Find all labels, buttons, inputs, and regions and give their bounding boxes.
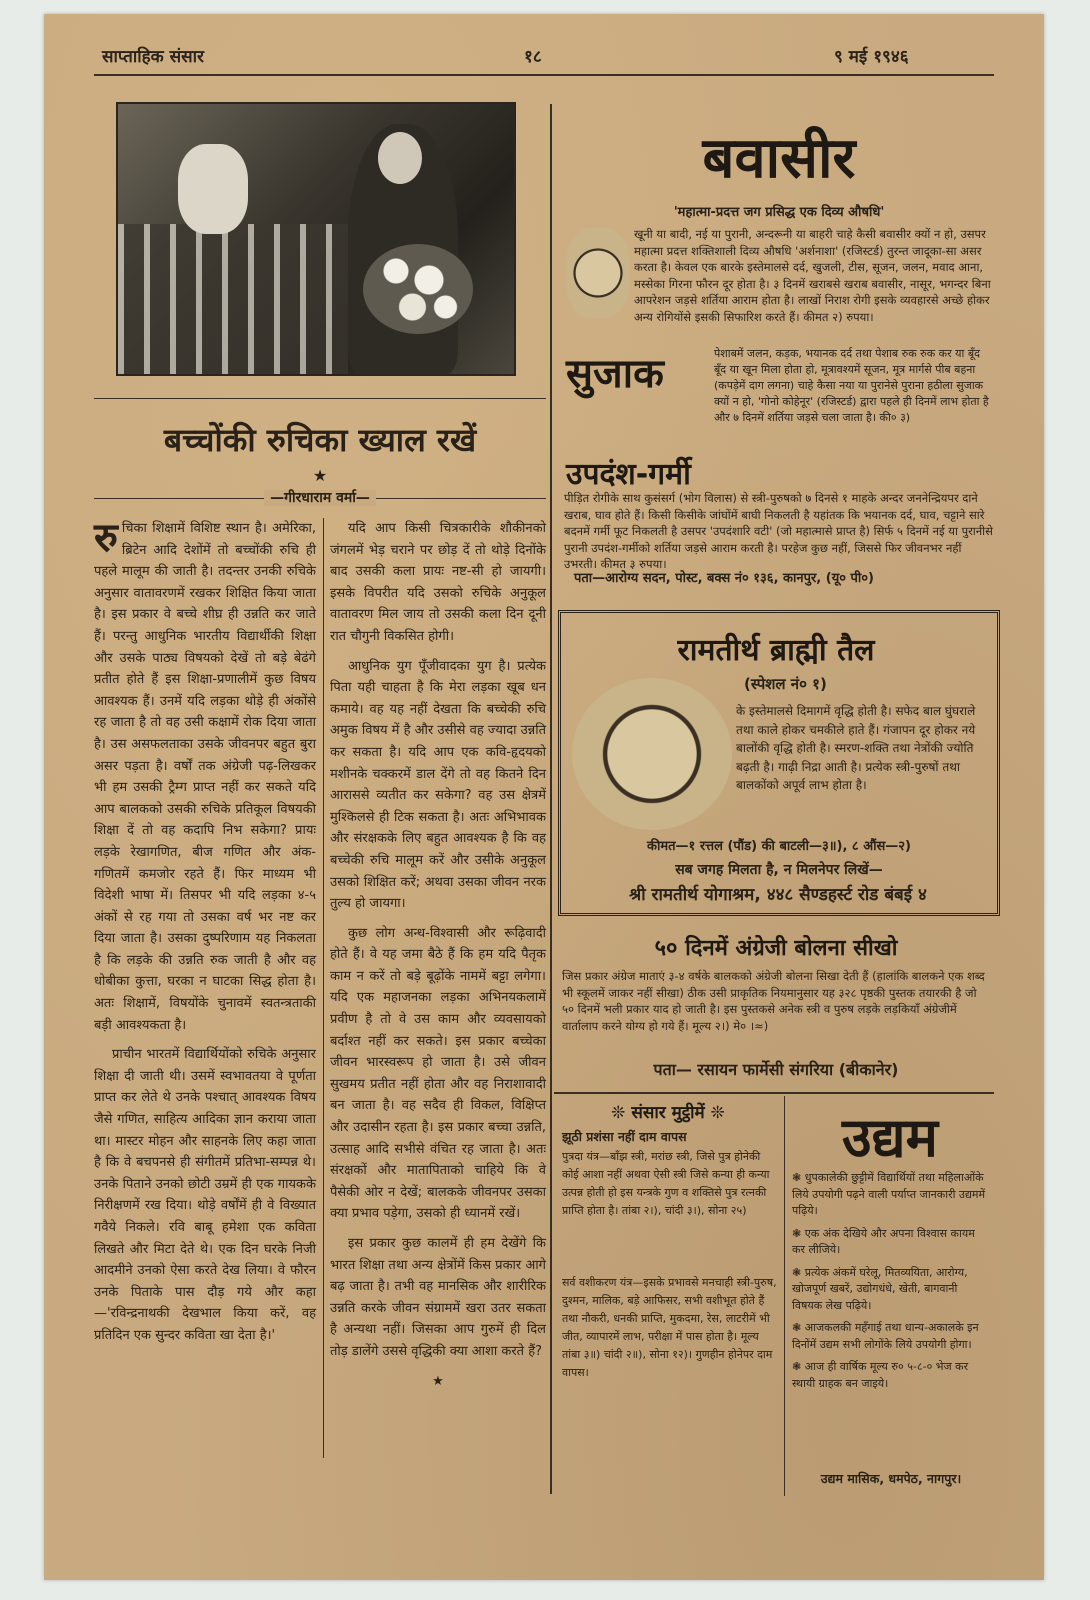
face-shape (378, 132, 422, 184)
ad-sujak-title: सुजाक (566, 351, 664, 397)
article-column-2 (330, 518, 546, 1392)
ad-sansar-divider (784, 1096, 785, 1496)
bullet-icon: ❃ (792, 1171, 805, 1184)
ad-english-address: पता— रसायन फार्मेसी संगरिया (बीकानेर) (653, 1060, 899, 1079)
saraswati-icon (572, 678, 732, 830)
photo-rule (94, 398, 546, 399)
ad-upadansh-body: पीड़ित रोगीके साथ कुसंसर्ग (भोग विलास) से स्त्री-पुरुषको ७ दिनसे १ माहके अन्दर जननेन्द्रियपर दाने खराब, घाव होते हैं। किसी किसीके जांघोंमें बाघी निकलती है यहांतक कि भयानक दर्द, घाव, चट्टाने सारे बदनमें गर्मी फूट निकलती है उसपर 'उपदंशारि वटी' (जो महात्मासे प्राप्त है) सिर्फ ५ दिनमें नई या पुरानीसे पुरानी उपदंश-गर्मीको शर्तिया जड़से आराम करती है। परहेज कुछ नहीं, जिससे फिर जीवनभर नहीं उभरती। कीमत ३ रुपया। (564, 491, 993, 571)
bullet-icon: ❃ (792, 1265, 805, 1279)
ad-udyam-title: उद्यम (842, 1106, 938, 1169)
article-column-divider (323, 518, 324, 1458)
col1-para-2: प्राचीन भारतमें विद्यार्थियोंको रुचिके अनुसार शिक्षा दी जाती थी। उसमें स्वभावतया वे पूर्णता प्राप्त कर लेते थे उनके पश्चात् आवश्यक विषय जैसे गणित, साहित्य आदिका ज्ञान कराया जाता था। मास्टर मोहन और साहनके लिए कहा जाता है कि वे बचपनसे ही संगीतमें प्रतिभा-सम्पन्न थे। उनके पिताने उनको छोटी उम्रमें ही एक गायकके निरीक्षणमें रख दिया। थोड़े वर्षोंमें ही वे विख्यात गवैये निकले। रवि बाबू हमेशा एक कविता लिखते और मिटा देते थे। एक दिन घरके निजी आदमीने उनको ऐसा करते देख लिया। वे फौरन उनके पिताके पास दौड़ गये और कहा—'रविन्द्रनाथकी देखभाल किया करें, वह प्रतिदिन एक सुन्दर कविता खा देता है।' (94, 1047, 316, 1343)
ad-bawasir-title: बवासीर (702, 126, 856, 191)
ad-sansar-title: ❊ संसार मुट्ठीमें ❊ (611, 1103, 725, 1123)
ad-ramtirth-address: श्री रामतीर्थ योगाश्रम, ४४८ सैण्डहर्स्ट रोड बंबई ४ (629, 885, 927, 905)
bullet-icon: ❃ (792, 1226, 805, 1240)
ad-udyam-item: आज ही वार्षिक मूल्य रु० ५-८-० भेज कर स्थायी ग्राहक बन जाइये। (792, 1360, 969, 1390)
crib-shape (118, 224, 348, 374)
baby-shape (178, 144, 248, 234)
column-divider (550, 104, 552, 1494)
ad-english-title: ५० दिनमें अंग्रेजी बोलना सीखो (654, 936, 898, 961)
ad-ramtirth-special: (स्पेशल नं० १) (744, 675, 827, 693)
article-title: बच्चोंकी रुचिका ख्याल रखें (163, 421, 477, 459)
header-rule (94, 74, 994, 76)
ad-udyam-item: धुपकालेकी छुट्टीमें विद्यार्थियों तथा महिलाओंके लिये उपयोगी पढ़ने वाली पर्याप्त जानकारी उद्यममें पढ़िये। (792, 1171, 986, 1217)
ad-sujak-body: पेशाबमें जलन, कड़क, भयानक दर्द तथा पेशाब रुक रुक कर या बूँद बूँद या खून मिला होता हो, मूत्रावश्यमें सूजन, मूत्र मार्गसे पीब बहना (कपड़ेमें दाग लगना) चाहे कैसा नया या पुरानेसे पुराना हठीला सुजाक क्यों न हो, 'गोनो कोहेनूर' (रजिस्टर्ड) द्वारा पहले ही दिनमें लाभ होता है और ७ दिनमें शर्तिया जड़से चला जाता है। की० ३) (714, 347, 989, 424)
page-number: १८ (524, 47, 542, 67)
col2-para-3: कुछ लोग अन्ध-विश्वासी और रूढ़िवादी होते हैं। वे यह जमा बैठे हैं कि हम यदि पैतृक काम न करें तो बड़े बूढ़ोंके नाममें बट्टा लगेगा। यदि एक महाजनका लड़का अभिनयकलामें प्रवीण है तो वे उस काम और व्यवसायको बर्दाश्त नहीं कर सकते। इस प्रकार बच्चेका जीवन भारस्वरूप हो जाता है। उसे जीवन सुखमय प्रतीत नहीं होता और वह निराशावादी बन जाता है। वह सदैव ही विकल, विक्षिप्त और उदासीन रहता है। इस प्रकार बच्चा उन्नति, उत्साह आदि सभीसे वंचित रह जाता है। अतः संरक्षकों और मातापिताको चाहिये कि वे पैसेकी ओर न देखें; बालकके जीवनपर उसका क्या प्रभाव पड़ेगा, उसको ही ध्यानमें रखें। (330, 925, 546, 1222)
bouquet-shape (363, 244, 473, 334)
ad-ramtirth-title: रामतीर्थ ब्राह्मी तैल (677, 633, 875, 668)
dropcap-letter: रु (94, 515, 118, 561)
ad-bawasir-body: खूनी या बादी, नई या पुरानी, अन्दरूनी या बाहरी चाहे कैसी बवासीर क्यों न हो, उसपर महात्मा प्रदत्त शक्तिशाली दिव्य औषधि 'अर्शनाशा' (रजिस्टर्ड) तुरन्त जादूका-सा असर करता है। केवल एक बारके इस्तेमालसे दर्द, खुजली, टीस, सूजन, जलन, मवाद आना, मस्सेका गिरना फौरन दूर होता है। ३ दिनमें खराबसे खराब बवासीर, नासूर, भगन्दर बिना आपरेशन जड़से शर्तिया आराम होता है। लाखों निराश रोगी इसके व्यवहारसे अच्छे होकर अन्य रोगियोंसे इसकी सिफारिश करते हैं। कीमत २) रुपया। (634, 227, 991, 324)
ad-upadansh-address: पता—आरोग्य सदन, पोस्ट, बक्स नं० १३६, कानपुर, (यू० पी०) (574, 571, 874, 586)
col2-para-4: इस प्रकार कुछ कालमें ही हम देखेंगे कि भारत शिक्षा तथा अन्य क्षेत्रोंमें किस प्रकार आगे बढ़ जाता है। तभी वह मानसिक और शारीरिक उन्नति करके जीवन संग्राममें खरा उतर सकता है अन्यथा नहीं। जिसका आप गुरुमें ही दिल तोड़ डालेंगे उससे वृद्धिकी क्या आशा करते हैं? (330, 1236, 546, 1359)
bullet-icon: ❃ (792, 1321, 805, 1334)
ad-ramtirth-price: कीमत—१ रत्तल (पौंड) की बाटली—३॥), ८ औंस—२) (647, 839, 911, 854)
ad-udyam-item: आजकलकी महँगाई तथा धान्य-अकालके इन दिनोंमें उद्यम सभी लोगोंके लिये उपयोगी होगा। (792, 1321, 979, 1351)
sage-icon (566, 228, 630, 318)
ad-upadansh-title: उपदंश-गर्मी (566, 457, 691, 492)
bullet-icon: ❃ (792, 1360, 805, 1373)
ad-udyam-item: प्रत्येक अंकमें घरेलू, मितव्ययिता, आरोग्य, खोजपूर्ण खबरें, उद्योगधंधे, खेती, बागवानी विषयक लेख पढ़िये। (792, 1265, 968, 1312)
ad-ramtirth-availability: सब जगह मिलता है, न मिलनेपर लिखें— (675, 862, 883, 878)
ad-udyam-list (792, 1170, 990, 1398)
ad-udyam-item: एक अंक देखिये और अपना विश्वास कायम कर लीजिये। (792, 1226, 975, 1256)
ad-english-rule (554, 1092, 994, 1094)
col2-para-1: यदि आप किसी चित्रकारीके शौकीनको जंगलमें भेड़ चराने पर छोड़ दें तो थोड़े दिनोंके बाद उसकी कला प्रायः नष्ट-सी हो जायगी। इसके विपरीत यदि उसको रुचिके अनुकूल वातावरण मिल जाय तो उसकी कला दिन दूनी रात चौगुनी विकसित होगी। (330, 521, 546, 644)
ad-ramtirth-body: के इस्तेमालसे दिमागमें वृद्धि होती है। सफेद बाल घुंघराले तथा काले होकर चमकीले हाते हैं। गंजापन दूर होकर नये बालोंकी वृद्धि होती है। स्मरण-शक्ति तथा नेत्रोंकी ज्योति बढ़ती है। गाढ़ी निद्रा आती है। प्रत्येक स्त्री-पुरुषों तथा बालकोंको अपूर्व लाभ होता है। (736, 704, 976, 792)
title-star: ★ (312, 466, 328, 485)
ad-sansar-vashikaran: सर्व वशीकरण यंत्र—इसके प्रभावसे मनचाही स्त्री-पुरुष, दुश्मन, मालिक, बड़े आफिसर, सभी वशीभूत होते हैं तथा नौकरी, धनकी प्राप्ति, मुकदमा, रेस, लाटरीमें भी जीत, व्यापारमें लाभ, परीक्षा में पास होता है। मूल्य तांबा ३॥) चांदी २॥), सोना १२)। गुणहीन होनेपर दाम वापस। (562, 1276, 777, 1379)
publication-name: साप्ताहिक संसार (102, 47, 204, 67)
article-photo (116, 102, 516, 376)
ad-sansar-putrada: पुत्रदा यंत्र—बाँझ स्त्री, मरांछ स्त्री, जिसे पुत्र होनेकी कोई आशा नहीं अथवा ऐसी स्त्री जिसे कन्या ही कन्या उत्पन्न होती हो इस यन्त्रके गुण व शक्तिसे पुत्र रत्नकी प्राप्ति होता है। तांबा २।), चांदी ३।), सोना २५) (562, 1150, 770, 1217)
ad-sansar-headline: झूठी प्रशंसा नहीं दाम वापस (562, 1129, 687, 1144)
article-column-1 (94, 515, 316, 1355)
issue-date: ९ मई १९४६ (834, 47, 909, 67)
newspaper-page (44, 14, 1044, 1580)
ad-bawasir-subtitle: 'महात्मा-प्रदत्त जग प्रसिद्ध एक दिव्य औषधि' (673, 205, 885, 220)
ad-english-body: जिस प्रकार अंग्रेज माताएं ३-४ वर्षके बालकको अंग्रेजी बोलना सिखा देती हैं (हालांकि बालकने एक शब्द भी स्कूलमें जाकर नहीं सीखा) ठीक उसी प्राकृतिक नियमानुसार यह ३२८ पृष्ठकी पुस्तक तयारकी है जो ५० दिनमें भली प्रकार याद हो जाती है। इस पुस्तकसे अनेक स्त्री व पुरुष लड़के लड़कियाँ अंग्रेजीमें वार्तालाप करने योग्य हो गये हैं। मूल्य २।) मे० ।≈) (562, 969, 985, 1033)
article-author: —गीरधाराम वर्मा— (264, 490, 376, 506)
ad-udyam-footer: उद्यम मासिक, धमपेठ, नागपुर। (820, 1471, 962, 1486)
col1-para-1: चिका शिक्षामें विशिष्ट स्थान है। अमेरिका, ब्रिटेन आदि देशोंमें तो बच्चोंकी रुचि ही पहले मालूम की जाती है। तदन्तर उनकी रुचिके अनुसार वातावरणमें रखकर शिक्षित किया जाता है। इस प्रकार वे बच्चे शीघ्र ही उन्नति कर जाते हैं। परन्तु आधुनिक भारतीय विद्यार्थीकी शिक्षा और उसके पाठ्य विषयको देखें तो बड़े बेढंगे प्रतीत होते हैं इस शिक्षा-प्रणालीमें कुछ विषय आवश्यक हैं। उनमें यदि लड़का थोड़े ही अंकोंसे रह जाता है तो वह उसी कक्षामें रोक दिया जाता है। उस असफलताका उसके जीवनपर बहुत बुरा असर पड़ता है। वर्षों तक अंग्रेजी पढ़-लिखकर भी हम उसकी ट्रैम्ग प्राप्त नहीं कर सकते यदि आप बालकको उसकी रुचिके प्रतिकूल विषयकी शिक्षा दें तो वह कदापि निभ सकेगा? प्रायः लड़के रेखागणित, बीज गणित और अंक-गणितमें कमजोर रहते हैं। फिर माध्यम भी विदेशी भाषा में। तिसपर भी यदि लड़का ४-५ अंकों से रह गया तो उसका वर्ष भर नष्ट कर दिया जाता है। उसका दुष्परिणाम यह निकलता है कि लड़के की उन्नति रुक जाती है और वह धोबीका कुत्ता, घरका न घाटका सिद्ध होता है। अतः शिक्षामें, विषयोंके चुनावमें स्वतन्त्रताकी बड़ी आवश्यकता है। (94, 521, 316, 1033)
end-star: ★ (432, 1373, 444, 1389)
col2-para-2: आधुनिक युग पूँजीवादका युग है। प्रत्येक पिता यही चाहता है कि मेरा लड़का खूब धन कमाये। वह यह नहीं देखता कि बच्चेकी रुचि अमुक विषय में है और उसीसे वह ज्यादा उन्नति कर सकता है। यदि आप एक कवि-हृदयको मशीनके चक्करमें डाल देंगे तो वह कितने दिन आराससे व्यतीत कर सकेगा? वह उस क्षेत्रमें मुश्किलसे ही टिक सकता है। अतः अभिभावक और संरक्षकके लिए बहुत आवश्यक है कि वह बच्चेकी रुचि मालूम करें और उसीके अनुकूल उसको शिक्षित करें; अथवा उसका जीवन नरक तुल्य हो जायगा। (330, 658, 546, 912)
